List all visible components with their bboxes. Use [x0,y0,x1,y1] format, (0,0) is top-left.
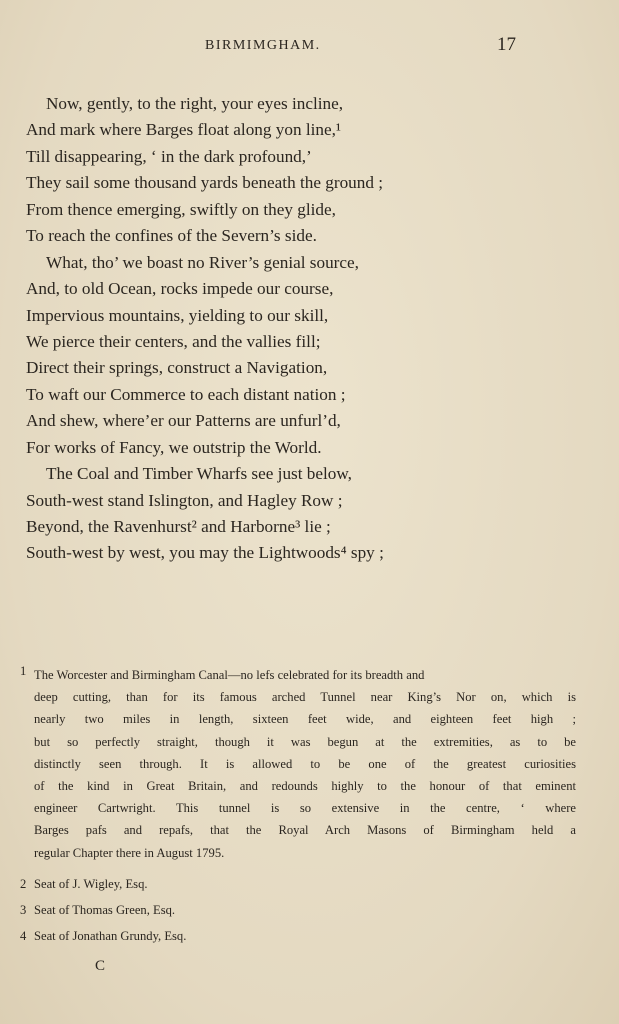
verse-line: Now, gently, to the right, your eyes incline, [46,94,344,113]
verse-line: South-west by west, you may the Lightwoods⁴ spy ; [26,543,384,563]
footnote-2 [16,871,576,897]
footnote-line: nearly two miles in length, sixteen feet wide, and eighteen feet high ; [34,712,576,727]
footnote-number: 2 [20,876,27,891]
verse-line: To reach the confines of the Severn’s side. [26,226,317,246]
verse-line: To waft our Commerce to each distant nation ; [26,384,346,404]
verse-line: From thence emerging, swiftly on they glide, [26,199,336,219]
verse-line: Beyond, the Ravenhurst² and Harborne³ lie ; [26,517,331,536]
footnote-line: of the kind in Great Britain, and redounds highly to the honour of that eminent [34,778,576,793]
footnote-number: 3 [20,902,27,917]
page-header [0,34,619,58]
footnote-text: Seat of Thomas Green, Esq. [34,902,176,917]
footnote-number: 4 [20,928,27,943]
footnote-text: Seat of J. Wigley, Esq. [34,876,148,891]
verse-line: And shew, where’er our Patterns are unfurl’d, [26,411,341,431]
verse-line: The Coal and Timber Wharfs see just below, [46,464,352,484]
footnote-line: deep cutting, than for its famous arched Tunnel near King’s Nor on, which is [34,690,576,705]
signature-mark: C [95,958,107,974]
verse-line: And, to old Ocean, rocks impede our course, [26,279,334,299]
footnote-line: engineer Cartwright. This tunnel is so extensive in the centre, ‘ where [34,801,576,816]
footnote-line: Barges pafs and repafs, that the Royal Arch Masons of Birmingham held a [34,823,576,838]
footnote-1 [16,664,576,864]
footnote-line: but so perfectly straight, though it was begun at the extremities, as to be [34,734,576,749]
verse-line: Till disappearing, ‘ in the dark profound,’ [26,146,312,166]
verse-line: Direct their springs, construct a Navigation, [26,358,328,378]
footnote-text: Seat of Jonathan Grundy, Esq. [34,928,187,943]
footnotes [16,664,576,949]
footnote-line: regular Chapter there in August 1795. [34,845,225,860]
running-head: BIRMIMGHAM. [205,38,321,53]
footnote-4 [16,923,576,949]
footnote-line: distinctly seen through. It is allowed to be one of the greatest curiosities [34,756,576,771]
page-number: 17 [497,34,516,55]
verse-line: What, tho’ we boast no River’s genial source, [46,252,359,272]
verse-line: For works of Fancy, we outstrip the World. [26,437,322,457]
verse-line: We pierce their centers, and the vallies fill; [26,331,321,351]
footnote-number: 1 [20,664,27,678]
footnote-3 [16,897,576,923]
verse-line: Impervious mountains, yielding to our skill, [26,305,329,325]
verse-line: They sail some thousand yards beneath the ground ; [26,173,384,193]
verse-line: And mark where Barges float along yon line,¹ [26,120,342,140]
footnote-line: The Worcester and Birmingham Canal—no lefs celebrated for its breadth and [34,668,425,682]
poem-text [26,91,586,567]
verse-line: South-west stand Islington, and Hagley Row ; [26,490,343,510]
